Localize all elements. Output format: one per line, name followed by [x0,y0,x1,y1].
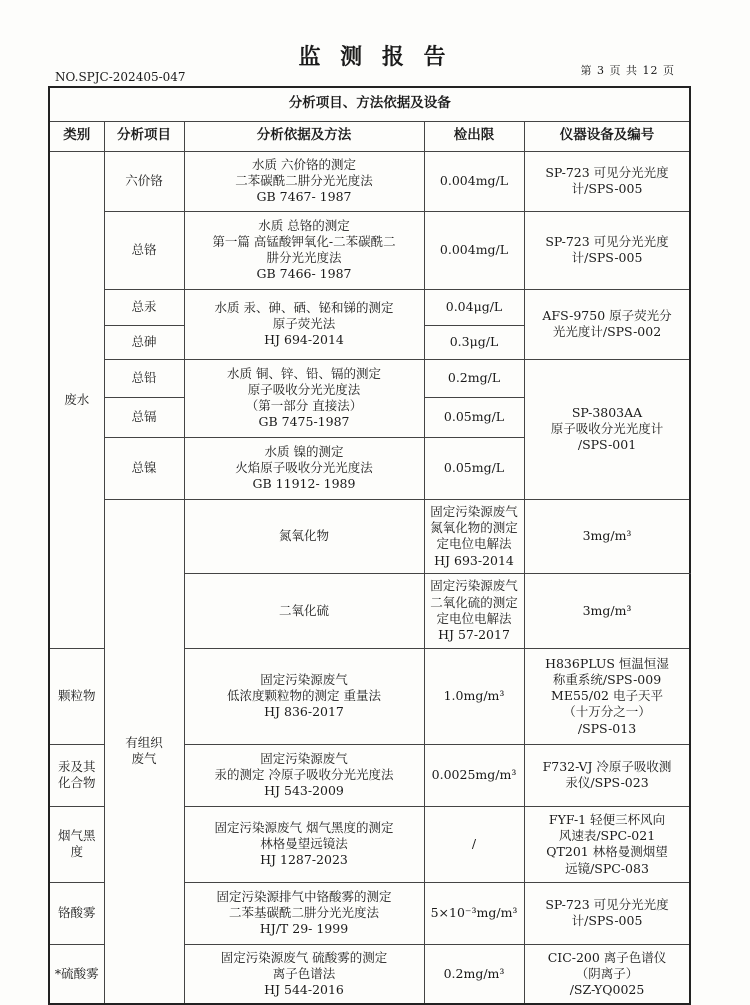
method-line: 水质 镍的测定 [264,443,344,459]
equipment-line: H836PLUS 恒温恒湿 [545,655,669,671]
method-cell [424,574,524,649]
equipment-line: /SZ-YQ0025 [569,982,645,998]
method-line: （第一部分 直接法） [245,398,363,413]
report-number: NO.SPJC-202405-047 [55,70,186,84]
limit-cell: 0.2mg/L [424,359,524,397]
method-line: HJ 57-2017 [438,627,510,643]
item-cell: 颗粒物 [49,648,104,744]
table-row [49,289,690,325]
equipment-line: （十万分之一） [563,704,651,720]
method-line: HJ 693-2014 [434,552,514,568]
equipment-line: 称重系统/SPS-009 [552,671,662,687]
equipment-line: 计/SPS-005 [571,913,643,929]
item-cell: 总砷 [104,325,184,359]
equipment-line: F732-VJ 冷原子吸收测 [542,759,672,774]
limit-cell: 0.004mg/L [424,211,524,289]
equipment-line: QT201 林格曼测烟望 [546,844,668,860]
table-row [49,359,690,397]
limit-cell: 0.05mg/L [424,397,524,437]
equipment-cell [524,806,690,882]
method-line: HJ 836-2017 [264,704,344,720]
method-line: 水质 汞、砷、硒、铋和锑的测定 [214,299,394,315]
limit-cell: 0.05mg/L [424,437,524,499]
method-cell [184,744,424,806]
method-line: 定电位电解法 [436,536,512,552]
limit-cell: 0.2mg/m³ [424,944,524,1004]
method-line: HJ 694-2014 [264,332,344,348]
item-cell: 氮氧化物 [184,499,424,574]
method-line: 离子色谱法 [272,965,336,981]
method-cell [424,499,524,574]
item-line: 汞及其 [57,759,96,774]
equipment-line: 风速表/SPC-021 [558,828,656,843]
method-line: GB 11912- 1989 [252,476,356,492]
method-line: GB 7466- 1987 [256,266,352,282]
category-cell: 有组织废气 [104,499,184,1004]
limit-cell: 0.0025mg/m³ [424,744,524,806]
column-header-item: 分析项目 [104,121,184,151]
equipment-cell [524,289,690,359]
equipment-line: /SPS-013 [577,720,637,736]
item-line: 化合物 [57,775,96,791]
category-cell: 废水 [49,151,104,648]
item-cell: 总铬 [104,211,184,289]
limit-cell: 3mg/m³ [524,499,690,574]
equipment-line: FYF-1 轻便三杯风向 [548,811,666,827]
method-line: HJ 544-2016 [264,982,344,998]
method-cell [184,806,424,882]
method-line: 固定污染源废气 [260,671,348,687]
equipment-line: AFS-9750 原子荧光分 [542,307,672,323]
limit-cell: 0.04μg/L [424,289,524,325]
column-header-limit: 检出限 [424,121,524,151]
equipment-line: 计/SPS-005 [571,250,643,265]
item-cell: 总镍 [104,437,184,499]
column-header-method: 分析依据及方法 [184,121,424,151]
item-cell: 二氧化硫 [184,574,424,649]
equipment-cell [524,151,690,211]
equipment-line: SP-3803AA [571,404,643,420]
method-line: 火焰原子吸收分光光度法 [235,459,373,475]
equipment-cell [524,744,690,806]
limit-cell: 0.004mg/L [424,151,524,211]
method-line: 第一篇 高锰酸钾氧化-二苯碳酰二 [212,233,396,249]
table-section-title: 分析项目、方法依据及设备 [49,87,690,121]
method-line: 水质 六价铬的测定 [252,156,356,172]
table-row [49,499,690,574]
method-line: 二苯基碳酰二肼分光光度法 [228,905,379,921]
method-line: HJ 1287-2023 [260,852,348,868]
equipment-cell [524,211,690,289]
equipment-line: SP-723 可见分光光度 [545,233,669,249]
item-cell: 烟气黑度 [49,806,104,882]
method-line: 汞的测定 冷原子吸收分光光度法 [214,767,394,783]
method-cell [184,151,424,211]
method-cell [184,882,424,944]
equipment-line: 汞仪/SPS-023 [565,775,649,791]
equipment-cell [524,359,690,499]
method-cell [184,648,424,744]
item-cell: 六价铬 [104,151,184,211]
method-line: 水质 铜、锌、铅、镉的测定 [227,365,381,381]
analysis-table [48,86,691,1005]
method-line: HJ 543-2009 [264,783,344,799]
item-cell: 总铅 [104,359,184,397]
limit-cell: / [424,806,524,882]
table-row [49,151,690,211]
equipment-line: （阴离子） [575,965,639,981]
method-cell [184,211,424,289]
report-title: 监 测 报 告 [298,44,452,70]
item-cell: 总汞 [104,289,184,325]
method-cell [184,437,424,499]
method-line: HJ/T 29- 1999 [259,921,349,937]
equipment-line: 光光度计/SPS-002 [552,324,662,339]
method-line: 固定污染源废气 [430,578,518,594]
equipment-line: SP-723 可见分光光度 [545,164,669,180]
equipment-line: 远镜/SPC-083 [565,860,649,876]
equipment-cell [524,944,690,1004]
page-number: 第 3 页 共 12 页 [580,64,675,77]
method-line: 低浓度颗粒物的测定 重量法 [227,688,381,704]
method-line: 林格曼望远镜法 [260,836,348,852]
equipment-cell [524,882,690,944]
method-line: 固定污染源废气 硫酸雾的测定 [220,949,388,965]
equipment-line: /SPS-001 [577,437,637,453]
method-line: 固定污染源废气 [260,750,348,766]
method-line: 固定污染源废气 氮氧化物的测定 [430,503,518,536]
method-line: 原子荧光法 [272,315,336,331]
item-cell: 铬酸雾 [49,882,104,944]
method-line: GB 7467- 1987 [256,189,352,205]
method-cell [184,289,424,359]
equipment-line: CIC-200 离子色谱仪 [547,949,667,965]
limit-cell: 0.3μg/L [424,325,524,359]
table-row [49,211,690,289]
method-line: 二苯碳酰二肼分光光度法 [235,172,373,188]
item-cell: *硫酸雾 [49,944,104,1004]
column-header-category: 类别 [49,121,104,151]
item-cell: 总镉 [104,397,184,437]
method-line: 原子吸收分光光度法 [247,381,361,397]
item-cell [49,744,104,806]
limit-cell: 3mg/m³ [524,574,690,649]
equipment-line: ME55/02 电子天平 [551,688,663,704]
method-line: 肼分光光度法 [266,250,342,265]
method-line: GB 7475-1987 [258,414,350,430]
method-line: 二氧化硫的测定 定电位电解法 [430,594,518,626]
column-header-equipment: 仪器设备及编号 [524,121,690,151]
limit-cell: 5×10⁻³mg/m³ [424,882,524,944]
equipment-line: 原子吸收分光光度计 [550,420,664,436]
method-line: 固定污染源废气 烟气黑度的测定 [214,819,394,835]
equipment-line: 计/SPS-005 [571,181,643,196]
method-cell [184,359,424,437]
equipment-cell [524,648,690,744]
method-cell [184,944,424,1004]
limit-cell: 1.0mg/m³ [424,648,524,744]
method-line: 水质 总铬的测定 [258,217,350,233]
equipment-line: SP-723 可见分光光度 [545,897,669,912]
method-line: 固定污染源排气中铬酸雾的测定 [216,888,392,904]
